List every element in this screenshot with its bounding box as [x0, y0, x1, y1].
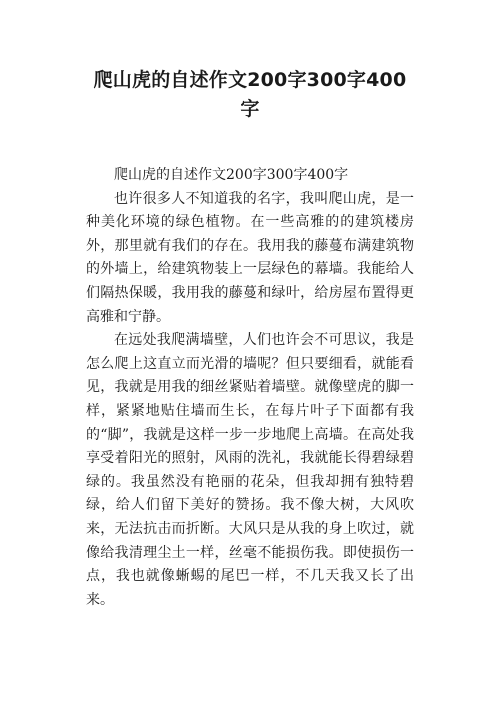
paragraph-subtitle: 爬山虎的自述作文200字300字400字 — [114, 167, 349, 183]
paragraph-intro: 也许很多人不知道我的名字，我叫爬山虎，是一种美化环境的绿色植物。在一些高雅的的建筑楼房外，那里就有我们的存在。我用我的藤蔓布满建筑物的外墙上，给建筑物装上一层绿色的幕墙。我能给人们隔热保暖，我用我的藤蔓和绿叶，给房屋布置得更高雅和宁静。 — [86, 190, 414, 325]
paragraph-climbing: 在远处我爬满墙壁，人们也许会不可思议，我是怎么爬上这直立而光滑的墙呢？但只要细看，就能看见，我就是用我的细丝紧贴着墙壁。就像壁虎的脚一样，紧紧地贴住墙而生长，在每片叶子下面都有我的“脚”，我就是这样一步一步地爬上高墙。在高处我享受着阳光的照射，风雨的洗礼，我就能长得碧绿碧绿的。我虽然没有艳丽的花朵，但我却拥有独特碧绿，给人们留下美好的赞扬。我不像大树，大风吹来，无法抗击而折断。大风只是从我的身上吹过，就像给我清理尘土一样，丝毫不能损伤我。即使损伤一点，我也就像蜥蜴的尾巴一样，不几天我又长了出来。 — [86, 332, 414, 608]
document-title: 爬山虎的自述作文200字300字400字 — [93, 69, 407, 120]
document-body — [86, 164, 414, 612]
